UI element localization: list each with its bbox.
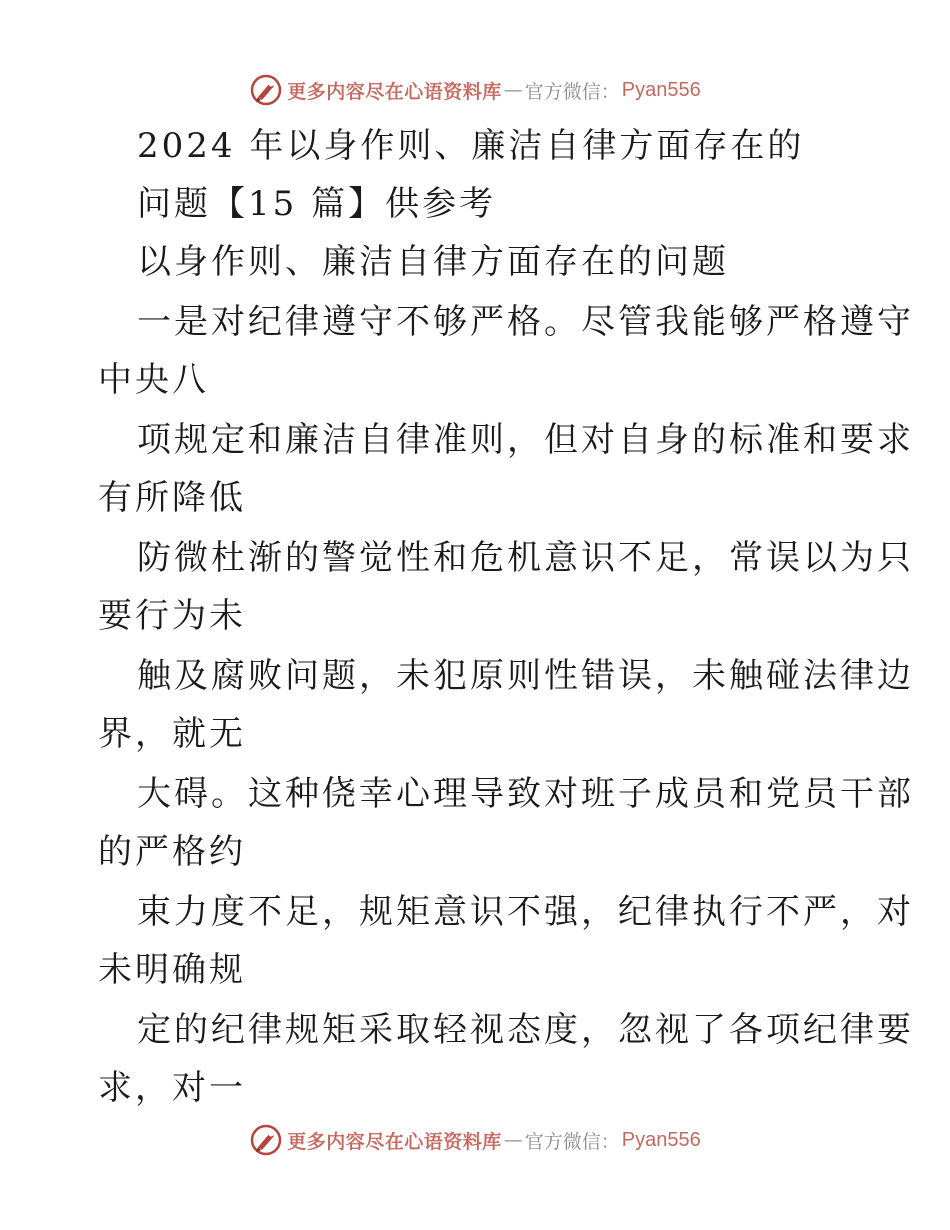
paragraph-line: 一是对纪律遵守不够严格。尽管我能够严格遵守 (137, 302, 914, 342)
paragraph-line: 定的纪律规矩采取轻视态度，忽视了各项纪律要 (137, 1010, 914, 1050)
pen-circle-logo-icon (249, 73, 283, 107)
footer-banner (0, 1120, 950, 1160)
paragraph-line: 要行为未 (98, 596, 246, 636)
header-banner (0, 70, 950, 110)
paragraph-line: 界，就无 (98, 714, 246, 754)
paragraph-line: 的严格约 (98, 832, 246, 872)
wechat-label: 官方微信： (524, 80, 620, 103)
paragraph-line: 大碍。这种侥幸心理导致对班子成员和党员干部 (137, 774, 914, 814)
paragraph-line: 项规定和廉洁自律准则，但对自身的标准和要求 (137, 420, 914, 460)
wechat-id: Pyan556 (621, 78, 701, 101)
title-line-2: 问题【15 篇】供参考 (137, 184, 497, 224)
paragraph-line: 中央八 (98, 360, 209, 400)
section-heading: 以身作则、廉洁自律方面存在的问题 (137, 242, 729, 282)
banner-separator: — (503, 79, 523, 101)
wechat-label: 官方微信： (524, 1130, 620, 1153)
paragraph-line: 未明确规 (98, 950, 246, 990)
wechat-id: Pyan556 (621, 1128, 701, 1151)
title-line-1: 2024 年以身作则、廉洁自律方面存在的 (137, 126, 805, 166)
paragraph-line: 求，对一 (98, 1068, 246, 1108)
paragraph-line: 触及腐败问题，未犯原则性错误，未触碰法律边 (137, 656, 914, 696)
pen-circle-logo-icon (249, 1123, 283, 1157)
paragraph-line: 防微杜渐的警觉性和危机意识不足，常误以为只 (137, 538, 914, 578)
paragraph-line: 有所降低 (98, 478, 246, 518)
brand-text: 更多内容尽在心语资料库 (287, 1130, 502, 1153)
brand-text: 更多内容尽在心语资料库 (287, 80, 502, 103)
paragraph-line: 束力度不足，规矩意识不强，纪律执行不严，对 (137, 892, 914, 932)
banner-separator: — (503, 1129, 523, 1151)
